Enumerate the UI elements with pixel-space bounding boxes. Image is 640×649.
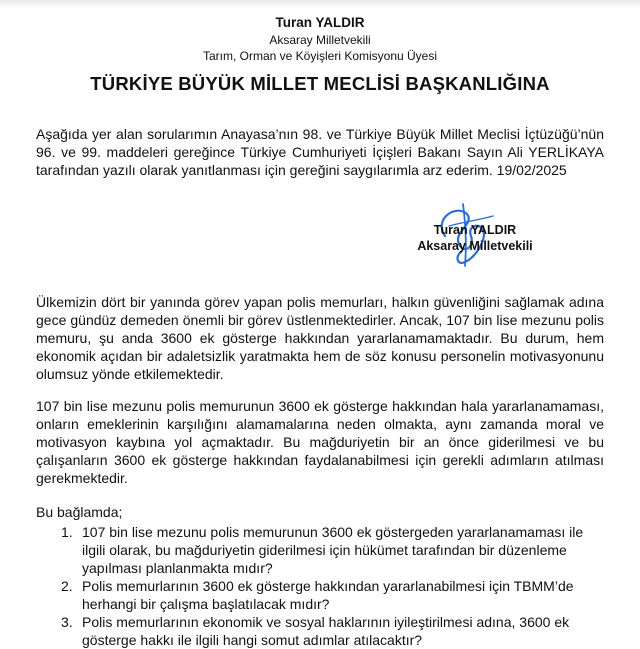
question-item-2: [36, 577, 604, 613]
question-number: 2.: [61, 578, 73, 594]
sender-role: Aksaray Milletvekili: [269, 33, 371, 47]
intro-paragraph: Aşağıda yer alan sorularımın Anayasa’nın 98. ve Türkiye Büyük Millet Meclisi İçtüzüğü’nün 96. ve 99. maddeleri gereğince Türkiye Cumhuriyeti İçişleri Bakanı Sayın Ali YERLİKAYA tarafından yazılı olarak yanıtlanması için gereğini saygılarımla arz ederim. 19/02/2025: [36, 126, 604, 178]
sender-name: Turan YALDIR: [275, 15, 365, 30]
sender-committee: Tarım, Orman ve Köyişleri Komisyonu Üyesi: [202, 49, 438, 63]
question-number: 3.: [61, 614, 73, 630]
body-paragraph-2: 107 bin lise mezunu polis memurunun 3600 ek gösterge hakkından hala yararlanamaması, onların emeklerinin karşılığını alamamalarına neden olmakta, aynı zamanda moral ve motivasyon kaybına yol açmaktadır. Bu mağduriyetin bir an önce giderilmesi ve bu çalışanların 3600 ek gösterge hakkından faydalanabilmesi için gerekli adımların atılması gerekmektedir.: [36, 398, 604, 486]
body-paragraph-1: Ülkemizin dört bir yanında görev yapan polis memurları, halkın güvenliğini sağlamak adına gece gündüz demeden önemli bir görev üstlenmektedirler. Ancak, 107 bin lise mezunu polis memuru, şu anda 3600 ek gösterge hakkından yararlanamamaktadır. Bu durum, hem ekonomik açıdan bir adaletsizlik yaratmakta hem de söz konusu personelin motivasyonunu olumsuz yönde etkilemektedir.: [36, 294, 604, 382]
document-title: TÜRKİYE BÜYÜK MİLLET MECLİSİ BAŞKANLIĞINA: [90, 73, 550, 94]
question-text: 107 bin lise mezunu polis memurunun 3600 ek göstergeden yararlanamaması ile ilgili olarak, bu mağduriyetin giderilmesi için hükümet tarafından bir düzenleme yapılması planlanmakta mıdır?: [82, 524, 584, 576]
questions-lead: Bu bağlamda;: [36, 504, 123, 520]
question-item-3: [36, 613, 604, 649]
signature-block: [400, 216, 550, 276]
question-number: 1.: [61, 524, 73, 540]
signature-name: Turan YALDIR: [433, 223, 517, 237]
question-text: Polis memurlarının ekonomik ve sosyal haklarının iyileştirilmesi adına, 3600 ek gösterge hakkı ile ilgili hangi somut adımlar atılacaktır?: [82, 614, 570, 648]
question-item-1: [36, 523, 604, 577]
signature-title: Aksaray Milletvekili: [417, 239, 533, 253]
page-top-edge: [0, 0, 640, 8]
question-list: [36, 523, 604, 649]
question-text: Polis memurlarının 3600 ek gösterge hakkından yararlanabilmesi için TBMM’de herhangi bir çalışma başlatılacak mıdır?: [82, 578, 574, 612]
